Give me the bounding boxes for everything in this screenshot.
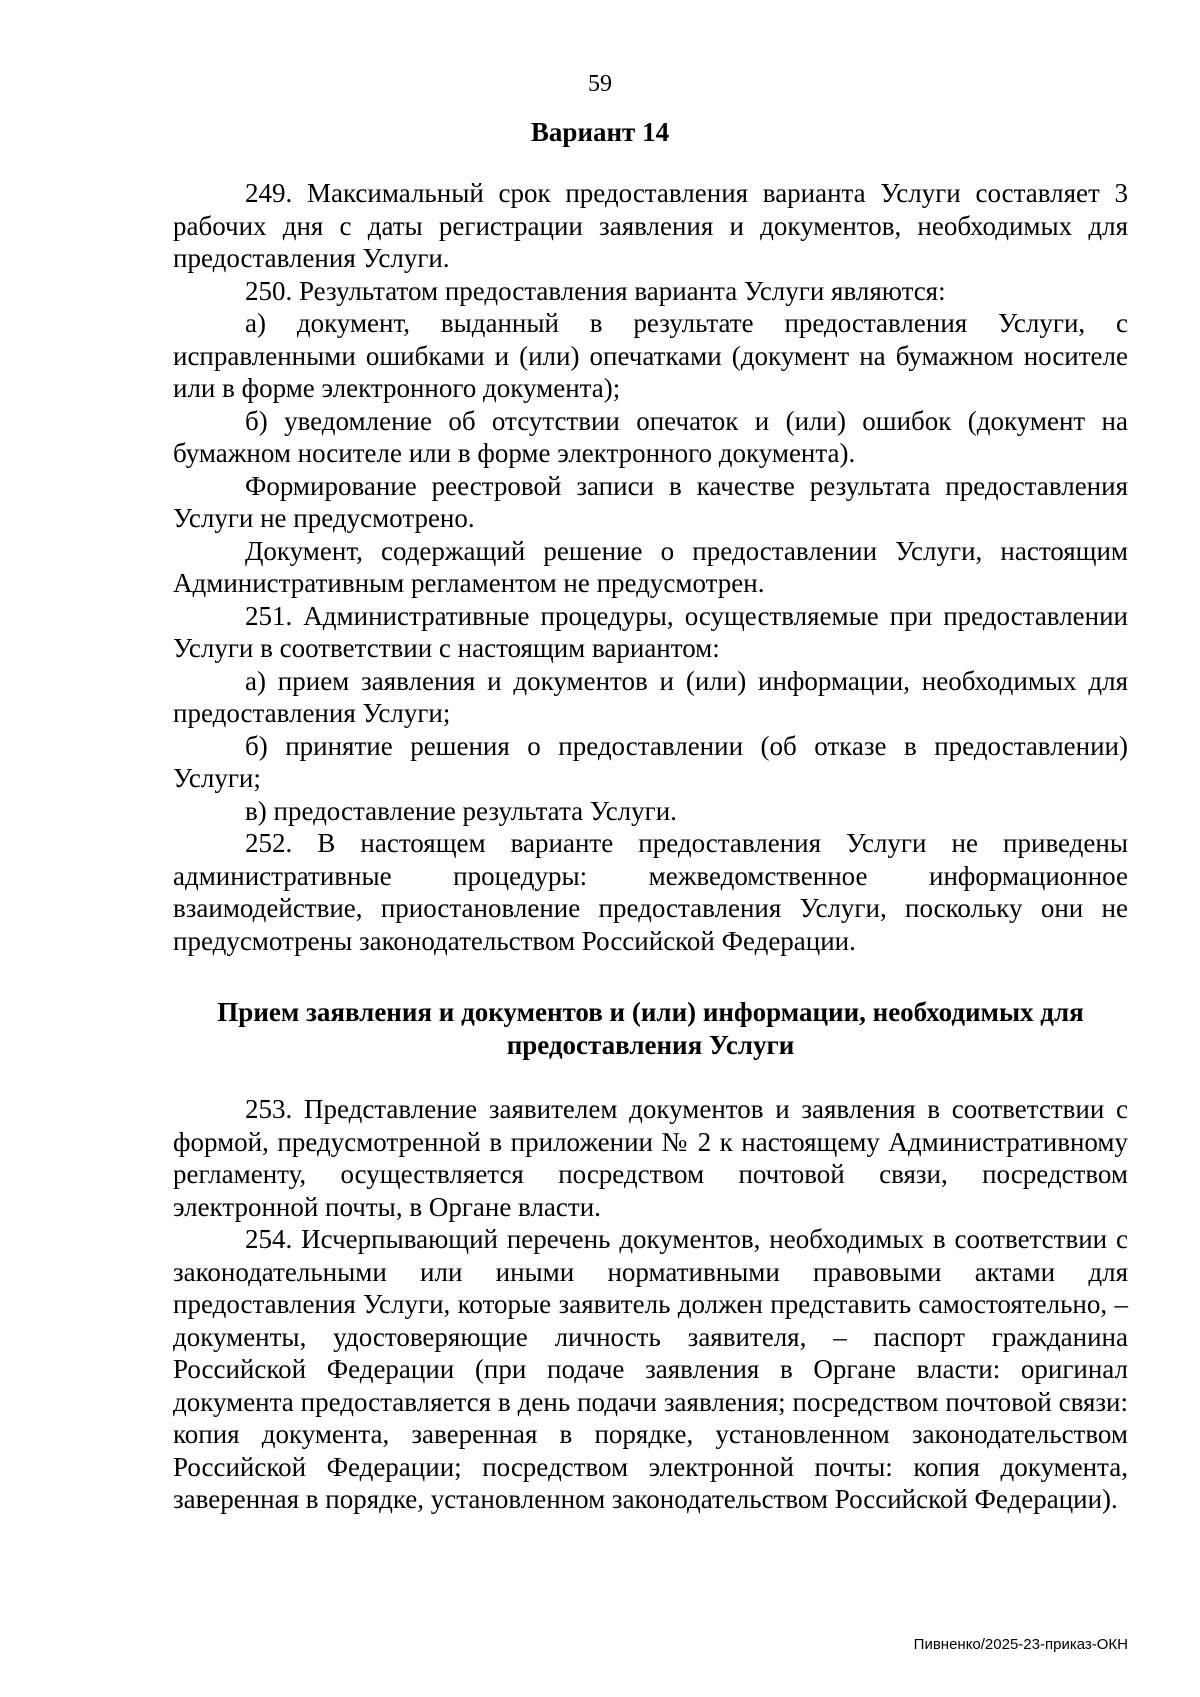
footer-document-code: Пивненко/2025-23-приказ-ОКН [913, 1636, 1128, 1653]
paragraph-250-b: б) уведомление об отсутствии опечаток и (или) ошибок (документ на бумажном носителе или в форме электронного документа). [173, 405, 1128, 468]
paragraph-250: 250. Результатом предоставления варианта Услуги являются: [245, 275, 946, 306]
paragraph-decision-note: Документ, содержащий решение о предоставлении Услуги, настоящим Административным регламентом не предусмотрен. [173, 535, 1128, 598]
paragraphs-block-2 [173, 1093, 1128, 1516]
paragraph-249: 249. Максимальный срок предоставления варианта Услуги составляет 3 рабочих дня с даты регистрации заявления и документов, необходимых для предоставления Услуги. [173, 178, 1128, 273]
paragraph-254: 254. Исчерпывающий перечень документов, необходимых в соответствии с законодательными или иными нормативными правовыми актами для предоставления Услуги, которые заявитель должен представить самостоятельно, – документы, удостоверяющие личность заявителя, – паспорт гражданина Российской Федерации (при подаче заявления в Органе власти: оригинал документа предоставляется в день подачи заявления; посредством почтовой связи: копия документа, заверенная в порядке, установленном законодательством Российской Федерации; посредством электронной почты: копия документа, заверенная в порядке, установленном законодательством Российской Федерации). [173, 1224, 1128, 1514]
section-title: Вариант 14 [530, 117, 670, 147]
paragraph-251: 251. Административные процедуры, осуществляемые при предоставлении Услуги в соответствии с настоящим вариантом: [173, 600, 1128, 663]
paragraph-registry-note: Формирование реестровой записи в качестве результата предоставления Услуги не предусмотрено. [173, 470, 1128, 533]
paragraph-252: 252. В настоящем варианте предоставления Услуги не приведены административные процедуры: межведомственное информационное взаимодействие, приостановление предоставления Услуги, поскольку они не предусмотрены законодательством Российской Федерации. [173, 828, 1128, 956]
paragraph-251-b: б) принятие решения о предоставлении (об отказе в предоставлении) Услуги; [173, 730, 1128, 793]
subheading: Прием заявления и документов и (или) информации, необходимых для предоставления Услуги [217, 997, 1084, 1060]
paragraph-251-a: а) прием заявления и документов и (или) информации, необходимых для предоставления Услуги; [173, 665, 1128, 728]
page-number: 59 [588, 71, 612, 97]
paragraph-253: 253. Представление заявителем документов и заявления в соответствии с формой, предусмотренной в приложении № 2 к настоящему Административному регламенту, осуществляется посредством почтовой связи, посредством электронной почты, в Органе власти. [173, 1094, 1128, 1222]
paragraphs-block-1 [173, 177, 1128, 957]
paragraph-250-a: а) документ, выданный в результате предоставления Услуги, с исправленными ошибками и (или) опечатками (документ на бумажном носителе или в форме электронного документа); [173, 308, 1128, 403]
paragraph-251-c: в) предоставление результата Услуги. [245, 795, 677, 826]
